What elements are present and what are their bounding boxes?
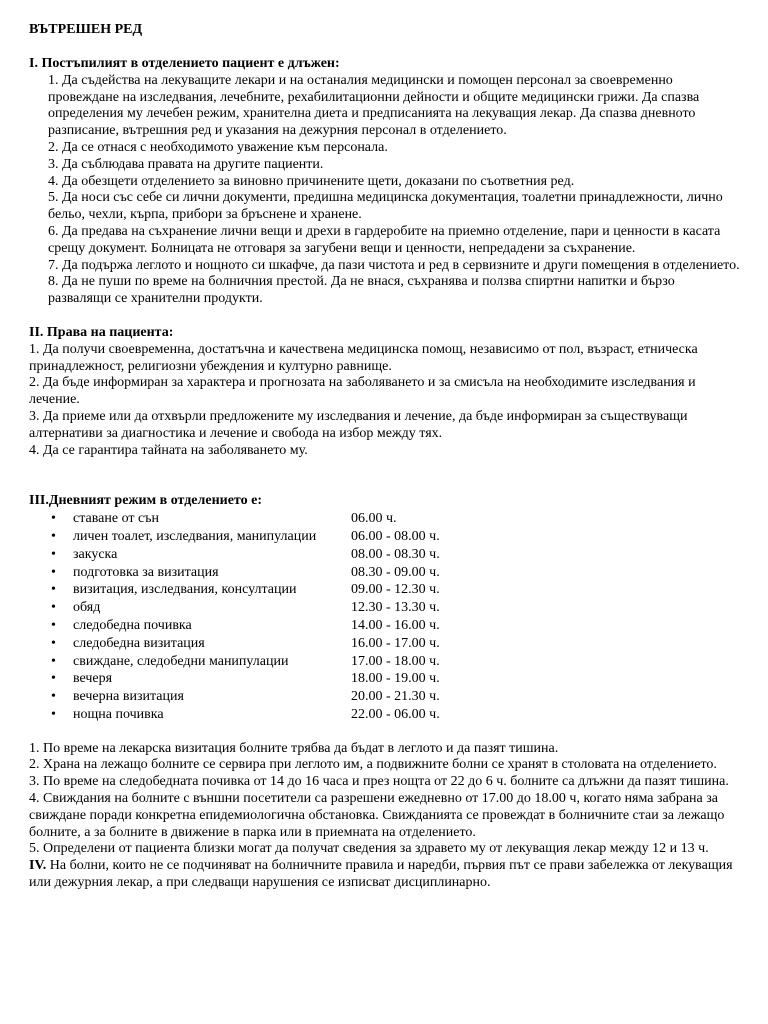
- list-item: 1. Да съдейства на лекуващите лекари и на останалия медицински и помощен персонал за своевременно провеждане на изследвания, лечебните, рехабилитационни дейности и общите медицински грижи. Да спазва определения му лечебен режим, хранителна диета и предписанията на лекуващия лекар. Да спазва дневното разписание, вътрешния ред и указания на дежурния персонал в отделението.: [48, 72, 700, 139]
- schedule-activity: вечерна визитация: [73, 689, 184, 705]
- bullet-icon: •: [51, 600, 56, 616]
- section-2-list: [29, 342, 741, 460]
- schedule-activity: следобедна визитация: [73, 635, 205, 651]
- spacer: [29, 724, 741, 741]
- schedule-time: 22.00 - 06.00 ч.: [351, 706, 440, 722]
- schedule-time: 09.00 - 12.30 ч.: [351, 582, 440, 598]
- list-item: 7. Да подържа леглото и нощното си шкафче, да пази чистота и ред в сервизните и други помещения в отделението.: [48, 257, 740, 273]
- bullet-icon: •: [51, 653, 56, 669]
- schedule-time: 06.00 - 08.00 ч.: [351, 528, 440, 544]
- bullet-icon: •: [51, 564, 56, 580]
- section-1-list: [29, 73, 741, 308]
- schedule-time: 20.00 - 21.30 ч.: [351, 689, 440, 705]
- bullet-icon: •: [51, 582, 56, 598]
- list-item: 3. По време на следобедната почивка от 14 до 16 часа и през нощта от 22 до 6 ч. болните са длъжни да пазят тишина.: [29, 774, 729, 790]
- schedule-row: [29, 581, 741, 599]
- schedule-activity: вечеря: [73, 671, 113, 687]
- section-4-label: IV.: [29, 858, 47, 874]
- schedule-row: [29, 706, 741, 724]
- bullet-icon: •: [51, 617, 56, 633]
- schedule-time: 17.00 - 18.00 ч.: [351, 653, 440, 669]
- schedule-row: [29, 653, 741, 671]
- schedule-time: 16.00 - 17.00 ч.: [351, 635, 440, 651]
- section-2-heading: II. Права на пациента:: [29, 324, 174, 340]
- list-item: 4. Да се гарантира тайната на заболяването му.: [29, 442, 308, 458]
- list-item: 5. Определени от пациента близки могат да получат сведения за здравето му от лекуващия лекар между 12 и 13 ч.: [29, 841, 709, 857]
- schedule-row: [29, 617, 741, 635]
- list-item: 1. Да получи своевременна, достатъчна и качествена медицинска помощ, независимо от пол, възраст, етническа принадлежност, религиозни убеждения и културно равнище.: [29, 341, 698, 374]
- schedule-activity: подготовка за визитация: [73, 564, 219, 580]
- section-1-heading: I. Постъпилият в отделението пациент е длъжен:: [29, 56, 340, 71]
- spacer: [29, 308, 741, 325]
- schedule-row: [29, 564, 741, 582]
- schedule-time: 08.00 - 08.30 ч.: [351, 546, 440, 562]
- list-item: 4. Да обезщети отделението за виновно причинените щети, доказани по съответния ред.: [48, 173, 575, 189]
- bullet-icon: •: [51, 671, 56, 687]
- schedule-time: 06.00 ч.: [351, 511, 397, 527]
- section-3-heading: III.Дневният режим в отделението е:: [29, 493, 263, 509]
- schedule-row: [29, 510, 741, 528]
- schedule-activity: визитация, изследвания, консултации: [73, 582, 297, 598]
- bullet-icon: •: [51, 635, 56, 651]
- schedule-row: [29, 546, 741, 564]
- schedule-activity: нощна почивка: [73, 706, 164, 722]
- schedule-activity: личен тоалет, изследвания, манипулации: [73, 528, 317, 544]
- schedule-notes-list: [29, 741, 741, 859]
- list-item: 3. Да приеме или да отхвърли предложените му изследвания и лечение, да бъде информиран за съществуващи алтернативи за диагностика и лечение и свобода на избор между тях.: [29, 408, 688, 441]
- schedule-time: 18.00 - 19.00 ч.: [351, 671, 440, 687]
- list-item: 4. Свиждания на болните с външни посетители са разрешени ежедневно от 17.00 до 18.00 ч, когато няма забрана за свиждане поради конкретна епидемиологична обстановка. Свижданията се провеждат в болничните стаи за лежащо болните, а за болните в движение в парка или в приемната на отделението.: [29, 791, 725, 840]
- list-item: 2. Да бъде информиран за характера и прогнозата на заболяването и за смисъла на необходимите изследвания и лечение.: [29, 375, 696, 408]
- spacer: [29, 459, 741, 493]
- list-item: 2. Да се отнася с необходимото уважение към персонала.: [48, 139, 388, 155]
- bullet-icon: •: [51, 546, 56, 562]
- list-item: 6. Да предава на съхранение лични вещи и дрехи в гардеробите на приемно отделение, пари и ценности в касата срещу документ. Болницата не отговаря за загубени вещи и ценности, непредадени за съхранение.: [48, 223, 721, 256]
- bullet-icon: •: [51, 689, 56, 705]
- schedule-row: [29, 670, 741, 688]
- schedule-time: 12.30 - 13.30 ч.: [351, 600, 440, 616]
- schedule-activity: обяд: [73, 600, 101, 616]
- schedule-row: [29, 528, 741, 546]
- daily-schedule-list: [29, 510, 741, 724]
- document-page: [29, 22, 741, 892]
- schedule-activity: свиждане, следобедни манипулации: [73, 653, 289, 669]
- schedule-activity: ставане от сън: [73, 511, 159, 527]
- list-item: 5. Да носи със себе си лични документи, предишна медицинска документация, тоалетни принадлежности, лично бельо, чехли, кърпа, прибори за бръснене и хранене.: [48, 190, 723, 223]
- schedule-row: [29, 688, 741, 706]
- section-4-text: На болни, които не се подчиняват на болничните правила и наредби, първия път се прави забележка от лекуващия или дежурния лекар, а при следващи нарушения се изписват дисциплинарно.: [29, 858, 733, 891]
- schedule-row: [29, 635, 741, 653]
- schedule-activity: следобедна почивка: [73, 617, 192, 633]
- bullet-icon: •: [51, 511, 56, 527]
- list-item: 1. По време на лекарска визитация болните трябва да бъдат в леглото и да пазят тишина.: [29, 740, 559, 756]
- list-item: 3. Да съблюдава правата на другите пациенти.: [48, 156, 324, 172]
- schedule-row: [29, 599, 741, 617]
- section-4-paragraph: [29, 858, 741, 892]
- list-item: 2. Храна на лежащо болните се сервира при леглото им, а подвижните болни се хранят в столовата на отделението.: [29, 757, 717, 773]
- spacer: [29, 39, 741, 56]
- schedule-time: 14.00 - 16.00 ч.: [351, 617, 440, 633]
- list-item: 8. Да не пуши по време на болничния престой. Да не внася, съхранява и ползва спиртни напитки и бързо развалящи се хранителни продукти.: [48, 274, 675, 307]
- schedule-activity: закуска: [73, 546, 118, 562]
- bullet-icon: •: [51, 706, 56, 722]
- schedule-time: 08.30 - 09.00 ч.: [351, 564, 440, 580]
- document-title: ВЪТРЕШЕН РЕД: [29, 22, 143, 37]
- bullet-icon: •: [51, 528, 56, 544]
